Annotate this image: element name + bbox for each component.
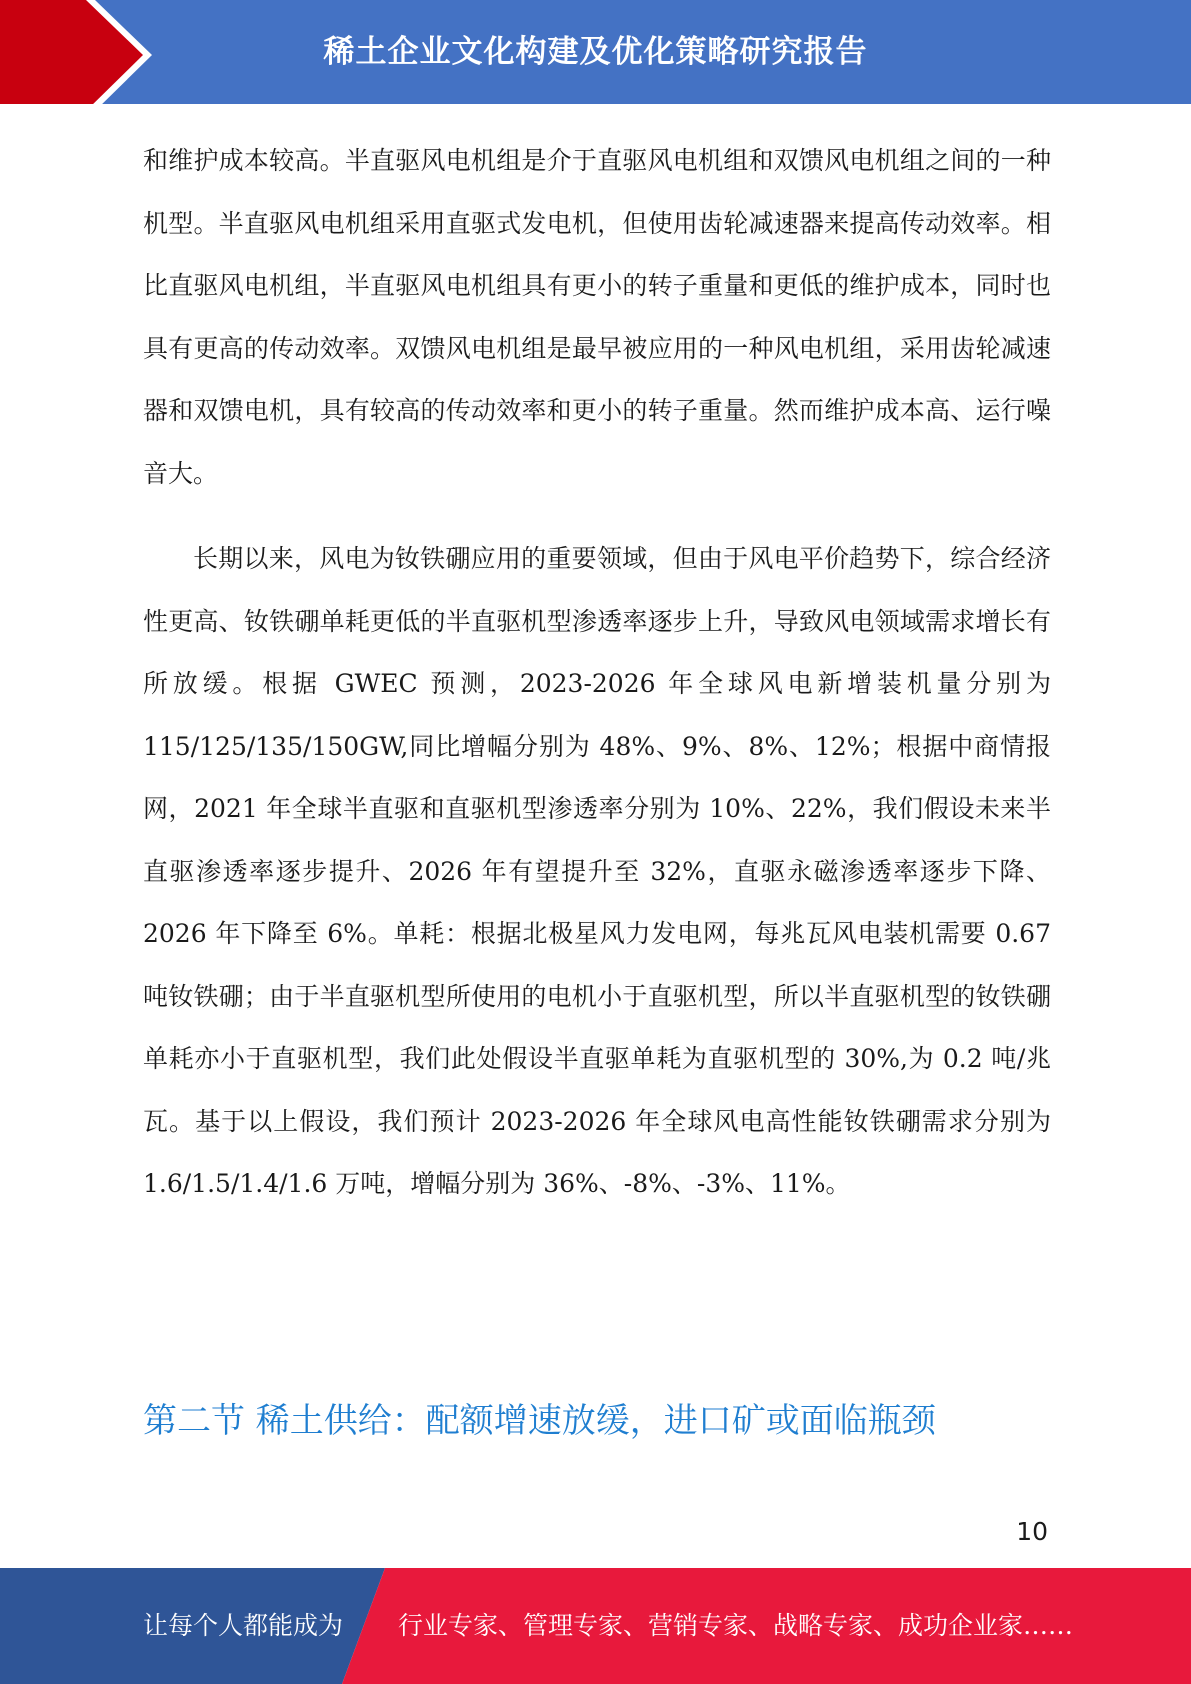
paragraph-1: 和维护成本较高。半直驱风电机组是介于直驱风电机组和双馈风电机组之间的一种机型。半直驱风电机组采用直驱式发电机，但使用齿轮减速器来提高传动效率。相比直驱风电机组，半直驱风电机组具有更小的转子重量和更低的维护成本，同时也具有更高的传动效率。双馈风电机组是最早被应用的一种风电机组，采用齿轮减速器和双馈电机，具有较高的传动效率和更小的转子重量。然而维护成本高、运行噪音大。: [143, 146, 1051, 488]
body-text: [143, 130, 1051, 1216]
footer-slogan-right: 行业专家、管理专家、营销专家、战略专家、成功企业家……: [398, 1611, 1074, 1640]
section-heading: 第二节 稀土供给：配额增速放缓，进口矿或面临瓶颈: [143, 1401, 936, 1441]
page-number: 10: [1016, 1517, 1048, 1546]
footer-slogan-left: 让每个人都能成为: [143, 1611, 344, 1640]
page-header: [0, 0, 1191, 111]
paragraph-2: 长期以来，风电为钕铁硼应用的重要领域，但由于风电平价趋势下，综合经济性更高、钕铁硼单耗更低的半直驱机型渗透率逐步上升，导致风电领域需求增长有所放缓。根据 GWEC 预测，2023-2026 年全球风电新增装机量分别为 115/125/135/150GW,同比增幅分别为 48%、9%、8%、12%；根据中商情报网，2021 年全球半直驱和直驱机型渗透率分别为 10%、22%，我们假设未来半直驱渗透率逐步提升、2026 年有望提升至 32%，直驱永磁渗透率逐步下降、2026 年下降至 6%。单耗：根据北极星风力发电网，每兆瓦风电装机需要 0.67 吨钕铁硼；由于半直驱机型所使用的电机小于直驱机型，所以半直驱机型的钕铁硼单耗亦小于直驱机型，我们此处假设半直驱单耗为直驱机型的 30%,为 0.2 吨/兆瓦。基于以上假设，我们预计 2023-2026 年全球风电高性能钕铁硼需求分别为 1.6/1.5/1.4/1.6 万吨，增幅分别为 36%、-8%、-3%、11%。: [143, 544, 1051, 1198]
page-footer: [0, 1568, 1191, 1684]
report-title: 稀土企业文化构建及优化策略研究报告: [323, 34, 868, 70]
